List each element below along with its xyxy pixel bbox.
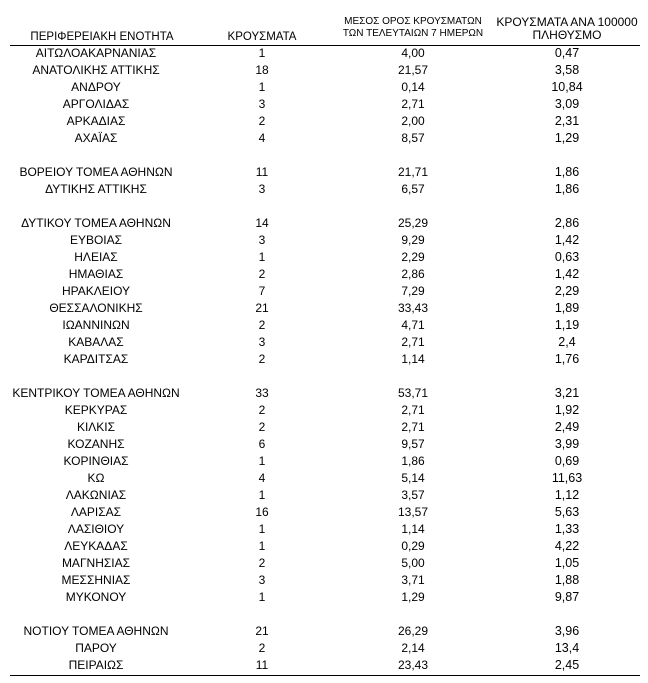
table-row	[0, 487, 648, 503]
table-row	[0, 266, 648, 282]
seven-day-average-cell: 9,29	[401, 233, 425, 247]
region-cell: ΜΑΓΝΗΣΙΑΣ	[61, 556, 131, 570]
region-cell: ΗΛΕΙΑΣ	[74, 250, 118, 264]
per-100k-cell: 1,05	[554, 556, 580, 570]
region-cell: ΔΥΤΙΚΗΣ ΑΤΤΙΚΗΣ	[45, 182, 147, 196]
seven-day-average-cell: 4,00	[401, 46, 425, 60]
table-row	[0, 249, 648, 265]
per-100k-cell: 1,42	[554, 267, 580, 281]
per-100k-cell: 1,42	[554, 233, 580, 247]
table-row	[0, 232, 648, 248]
region-cell: ΝΟΤΙΟΥ ΤΟΜΕΑ ΑΘΗΝΩΝ	[23, 624, 169, 638]
seven-day-average-cell: 25,29	[397, 216, 429, 230]
region-cell: ΛΑΡΙΣΑΣ	[70, 505, 122, 519]
table-row	[0, 521, 648, 537]
cases-cell: 11	[255, 658, 269, 672]
region-cell: ΕΥΒΟΙΑΣ	[69, 233, 123, 247]
cases-cell: 21	[255, 301, 269, 315]
region-cell: ΚΕΝΤΡΙΚΟΥ ΤΟΜΕΑ ΑΘΗΝΩΝ	[12, 386, 180, 400]
header-seven-day-average	[330, 16, 496, 40]
seven-day-average-cell: 33,43	[397, 301, 429, 315]
cases-cell: 4	[258, 471, 266, 485]
per-100k-cell: 2,49	[554, 420, 580, 434]
per-100k-cell: 9,87	[554, 590, 580, 604]
table-row	[0, 453, 648, 469]
header-region: ΠΕΡΙΦΕΡΕΙΑΚΗ ΕΝΟΤΗΤΑ	[30, 31, 174, 43]
region-cell: ΑΝΑΤΟΛΙΚΗΣ ΑΤΤΙΚΗΣ	[32, 63, 160, 77]
cases-cell: 2	[258, 318, 266, 332]
seven-day-average-cell: 7,29	[401, 284, 425, 298]
table-row	[0, 385, 648, 401]
seven-day-average-cell: 6,57	[401, 182, 425, 196]
region-cell: ΔΥΤΙΚΟΥ ΤΟΜΕΑ ΑΘΗΝΩΝ	[21, 216, 171, 230]
region-cell: ΛΑΚΩΝΙΑΣ	[65, 488, 127, 502]
table-row	[0, 79, 648, 95]
cases-cell: 1	[258, 80, 266, 94]
seven-day-average-cell: 3,71	[401, 573, 425, 587]
per-100k-cell: 10,84	[551, 80, 583, 94]
region-cell: ΚΑΡΔΙΤΣΑΣ	[63, 352, 129, 366]
seven-day-average-cell: 2,29	[401, 250, 425, 264]
cases-cell: 14	[255, 216, 269, 230]
seven-day-average-cell: 5,14	[401, 471, 425, 485]
cases-cell: 16	[255, 505, 269, 519]
seven-day-average-cell: 4,71	[401, 318, 425, 332]
per-100k-cell: 1,29	[554, 131, 580, 145]
per-100k-cell: 4,22	[554, 539, 580, 553]
cases-cell: 1	[258, 539, 266, 553]
cases-cell: 18	[255, 63, 269, 77]
seven-day-average-cell: 1,14	[401, 522, 425, 536]
seven-day-average-cell: 26,29	[397, 624, 429, 638]
table-row	[0, 402, 648, 418]
seven-day-average-cell: 2,00	[401, 114, 425, 128]
table-row	[0, 504, 648, 520]
per-100k-cell: 3,21	[554, 386, 580, 400]
cases-cell: 2	[258, 267, 266, 281]
cases-cell: 1	[258, 454, 266, 468]
per-100k-cell: 3,58	[554, 63, 580, 77]
per-100k-cell: 5,63	[554, 505, 580, 519]
per-100k-cell: 2,86	[554, 216, 580, 230]
region-cell: ΑΙΤΩΛΟΑΚΑΡΝΑΝΙΑΣ	[35, 46, 157, 60]
region-cell: ΗΜΑΘΙΑΣ	[68, 267, 124, 281]
seven-day-average-cell: 13,57	[397, 505, 429, 519]
region-cell: ΚΟΡΙΝΘΙΑΣ	[63, 454, 129, 468]
cases-cell: 3	[258, 182, 266, 196]
per-100k-cell: 0,47	[554, 46, 580, 60]
region-cell: ΚΕΡΚΥΡΑΣ	[64, 403, 128, 417]
table-row	[0, 181, 648, 197]
region-cell: ΑΧΑΪΑΣ	[74, 131, 118, 145]
cases-cell: 4	[258, 131, 266, 145]
per-100k-cell: 1,33	[554, 522, 580, 536]
region-cell: ΛΕΥΚΑΔΑΣ	[64, 539, 128, 553]
cases-cell: 3	[258, 97, 266, 111]
cases-cell: 6	[258, 437, 266, 451]
region-cell: ΜΥΚΟΝΟΥ	[65, 590, 127, 604]
header-avg-line2: ΤΩΝ ΤΕΛΕΥΤΑΙΩΝ 7 ΗΜΕΡΩΝ	[342, 28, 484, 39]
seven-day-average-cell: 2,71	[401, 403, 425, 417]
cases-cell: 1	[258, 590, 266, 604]
table-row	[0, 623, 648, 639]
seven-day-average-cell: 2,71	[401, 97, 425, 111]
table-row	[0, 351, 648, 367]
header-cases: ΚΡΟΥΣΜΑΤΑ	[227, 31, 297, 43]
region-cell: ΘΕΣΣΑΛΟΝΙΚΗΣ	[49, 301, 143, 315]
table-row	[0, 334, 648, 350]
region-cell: ΙΩΑΝΝΙΝΩΝ	[62, 318, 130, 332]
per-100k-cell: 13,4	[554, 641, 580, 655]
seven-day-average-cell: 8,57	[401, 131, 425, 145]
footer-rule	[10, 675, 640, 676]
cases-cell: 1	[258, 522, 266, 536]
cases-cell: 1	[258, 488, 266, 502]
seven-day-average-cell: 0,29	[401, 539, 425, 553]
per-100k-cell: 0,63	[554, 250, 580, 264]
cases-cell: 33	[255, 386, 269, 400]
table-row	[0, 130, 648, 146]
per-100k-cell: 2,4	[558, 335, 576, 349]
region-cell: ΚΙΛΚΙΣ	[76, 420, 116, 434]
table-row	[0, 215, 648, 231]
table-row	[0, 538, 648, 554]
seven-day-average-cell: 3,57	[401, 488, 425, 502]
per-100k-cell: 2,31	[554, 114, 580, 128]
per-100k-cell: 1,86	[554, 165, 580, 179]
per-100k-cell: 1,76	[554, 352, 580, 366]
seven-day-average-cell: 1,14	[401, 352, 425, 366]
cases-cell: 7	[258, 284, 266, 298]
seven-day-average-cell: 2,71	[401, 420, 425, 434]
per-100k-cell: 3,96	[554, 624, 580, 638]
region-cell: ΚΟΖΑΝΗΣ	[67, 437, 125, 451]
per-100k-cell: 1,89	[554, 301, 580, 315]
table-row	[0, 45, 648, 61]
seven-day-average-cell: 2,86	[401, 267, 425, 281]
per-100k-cell: 1,86	[554, 182, 580, 196]
cases-cell: 2	[258, 114, 266, 128]
table-row	[0, 419, 648, 435]
cases-cell: 1	[258, 46, 266, 60]
table-row	[0, 317, 648, 333]
seven-day-average-cell: 53,71	[397, 386, 429, 400]
cases-cell: 3	[258, 233, 266, 247]
header-cases-per-100k	[492, 16, 642, 42]
cases-cell: 2	[258, 556, 266, 570]
seven-day-average-cell: 2,14	[401, 641, 425, 655]
seven-day-average-cell: 1,29	[401, 590, 425, 604]
seven-day-average-cell: 5,00	[401, 556, 425, 570]
region-cell: ΗΡΑΚΛΕΙΟΥ	[61, 284, 131, 298]
cases-cell: 11	[255, 165, 269, 179]
seven-day-average-cell: 0,14	[401, 80, 425, 94]
table-row	[0, 436, 648, 452]
region-cell: ΠΑΡΟΥ	[75, 641, 117, 655]
cases-cell: 2	[258, 641, 266, 655]
seven-day-average-cell: 23,43	[397, 658, 429, 672]
per-100k-cell: 1,88	[554, 573, 580, 587]
seven-day-average-cell: 9,57	[401, 437, 425, 451]
seven-day-average-cell: 1,86	[401, 454, 425, 468]
region-cell: ΒΟΡΕΙΟΥ ΤΟΜΕΑ ΑΘΗΝΩΝ	[19, 165, 173, 179]
cases-cell: 2	[258, 352, 266, 366]
per-100k-cell: 3,99	[554, 437, 580, 451]
region-cell: ΚΑΒΑΛΑΣ	[68, 335, 124, 349]
table-row	[0, 283, 648, 299]
region-cell: ΜΕΣΣΗΝΙΑΣ	[61, 573, 131, 587]
cases-cell: 1	[258, 250, 266, 264]
per-100k-cell: 0,69	[554, 454, 580, 468]
table-row	[0, 572, 648, 588]
region-cell: ΑΡΓΟΛΙΔΑΣ	[62, 97, 130, 111]
region-cell: ΑΝΔΡΟΥ	[71, 80, 121, 94]
seven-day-average-cell: 21,71	[397, 165, 429, 179]
header-per-line2: ΠΛΗΘΥΣΜΟ	[532, 28, 602, 42]
region-cell: ΚΩ	[87, 471, 105, 485]
table-row	[0, 470, 648, 486]
table-row	[0, 62, 648, 78]
table-row	[0, 589, 648, 605]
seven-day-average-cell: 2,71	[401, 335, 425, 349]
region-cell: ΑΡΚΑΔΙΑΣ	[66, 114, 126, 128]
region-cell: ΛΑΣΙΘΙΟΥ	[67, 522, 125, 536]
per-100k-cell: 1,92	[554, 403, 580, 417]
region-cell: ΠΕΙΡΑΙΩΣ	[68, 658, 124, 672]
per-100k-cell: 1,12	[554, 488, 580, 502]
table-row	[0, 640, 648, 656]
table-row	[0, 657, 648, 673]
cases-cell: 2	[258, 420, 266, 434]
per-100k-cell: 2,29	[554, 284, 580, 298]
header-avg-line1: ΜΕΣΟΣ ΟΡΟΣ ΚΡΟΥΣΜΑΤΩΝ	[344, 16, 482, 27]
table-row	[0, 300, 648, 316]
cases-cell: 3	[258, 335, 266, 349]
cases-cell: 2	[258, 403, 266, 417]
per-100k-cell: 1,19	[554, 318, 580, 332]
table-row	[0, 96, 648, 112]
per-100k-cell: 11,63	[551, 471, 583, 485]
cases-cell: 21	[255, 624, 269, 638]
table-row	[0, 113, 648, 129]
header-per-line1: ΚΡΟΥΣΜΑΤΑ ΑΝΑ 100000	[496, 15, 638, 29]
per-100k-cell: 2,45	[554, 658, 580, 672]
seven-day-average-cell: 21,57	[397, 63, 429, 77]
table-row	[0, 555, 648, 571]
cases-cell: 3	[258, 573, 266, 587]
table-row	[0, 164, 648, 180]
per-100k-cell: 3,09	[554, 97, 580, 111]
